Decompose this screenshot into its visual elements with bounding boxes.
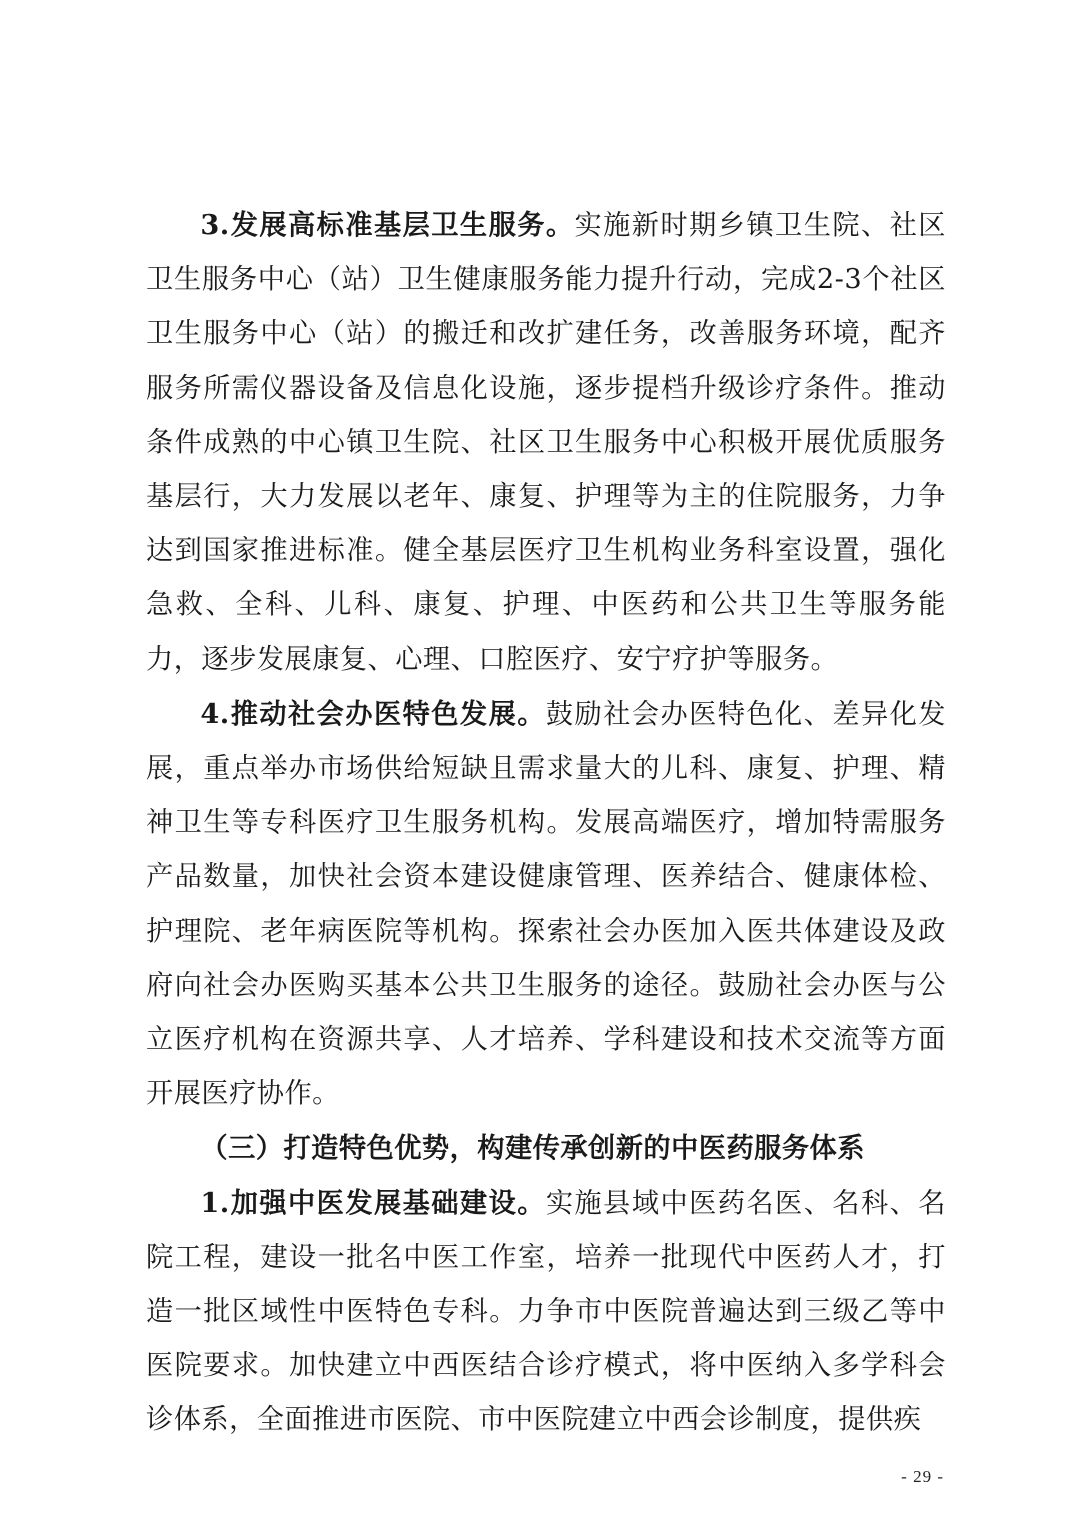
paragraph-lead: 1.加强中医发展基础建设。 — [200, 1186, 546, 1219]
paragraph-private-medical-institutions — [146, 687, 946, 1122]
paragraph-basic-health-services — [146, 198, 946, 687]
paragraph-body: 实施县域中医药名医、名科、名院工程，建设一批名中医工作室，培养一批现代中医药人才，打造一批区域性中医特色专科。力争市中医院普遍达到三级乙等中医院要求。加快建立中西医结合诊疗模式，将中医纳入多学科会诊体系，全面推进市医院、市中医院建立中西会诊制度，提供疾 — [146, 1187, 946, 1436]
paragraph-lead: 3.发展高标准基层卫生服务。 — [200, 209, 575, 241]
section-heading: （三）打造特色优势，构建传承创新的中医药服务体系 — [200, 1132, 865, 1165]
page-number: - 29 - — [901, 1467, 944, 1486]
body-text — [146, 198, 946, 1448]
paragraph-body: 实施新时期乡镇卫生院、社区卫生服务中心（站）卫生健康服务能力提升行动，完成2-3个社区卫生服务中心（站）的搬迁和改扩建任务，改善服务环境，配齐服务所需仪器设备及信息化设施，逐步提档升级诊疗条件。推动条件成熟的中心镇卫生院、社区卫生服务中心积极开展优质服务基层行，大力发展以老年、康复、护理等为主的住院服务，力争达到国家推进标准。健全基层医疗卫生机构业务科室设置，强化急救、全科、儿科、康复、护理、中医药和公共卫生等服务能力，逐步发展康复、心理、口腔医疗、安宁疗护等服务。 — [146, 210, 946, 675]
paragraph-body: 鼓励社会办医特色化、差异化发展，重点举办市场供给短缺且需求量大的儿科、康复、护理、精神卫生等专科医疗卫生服务机构。发展高端医疗，增加特需服务产品数量，加快社会资本建设健康管理、医养结合、健康体检、护理院、老年病医院等机构。探索社会办医加入医共体建设及政府向社会办医购买基本公共卫生服务的途径。鼓励社会办医与公立医疗机构在资源共享、人才培养、学科建设和技术交流等方面开展医疗协作。 — [146, 698, 946, 1110]
paragraph-tcm-foundation — [146, 1176, 946, 1448]
paragraph-lead: 4.推动社会办医特色发展。 — [200, 697, 546, 730]
